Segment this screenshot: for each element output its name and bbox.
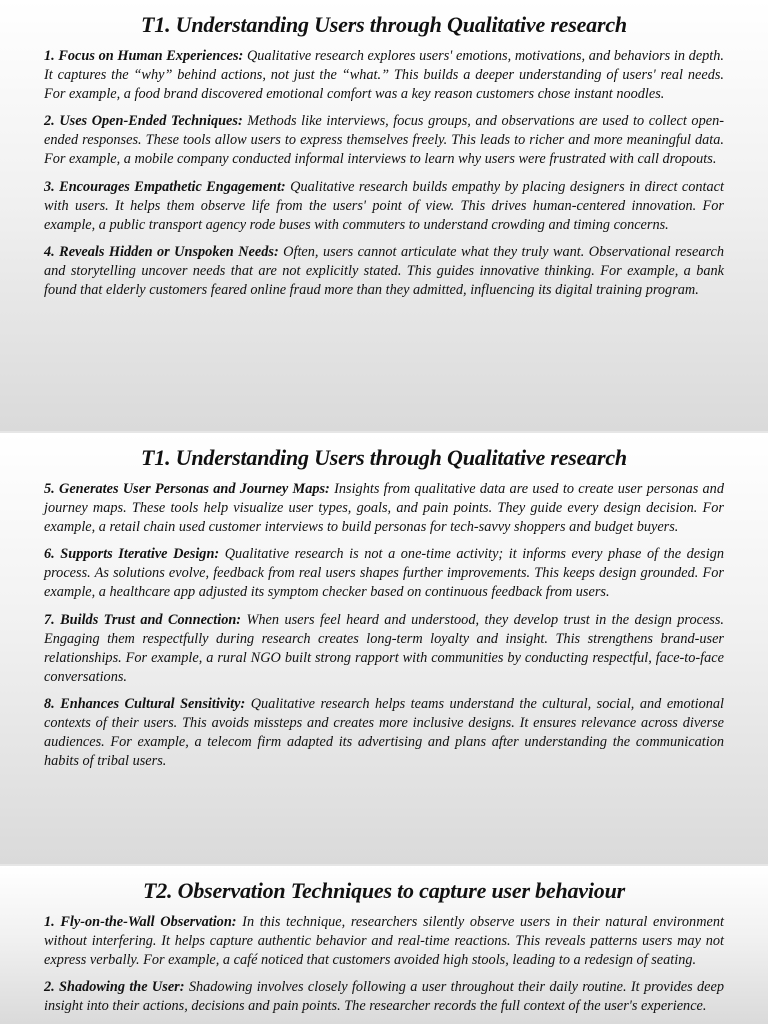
point-list bbox=[0, 477, 768, 771]
point-text: Shadowing involves closely following a user throughout their daily routine. It provides deep insight into their actions, decisions and pain points. The researcher records the full context of the user's experience. bbox=[44, 979, 724, 1015]
point-heading: 5. Generates User Personas and Journey Maps: bbox=[44, 481, 330, 497]
point-heading: 7. Builds Trust and Connection: bbox=[44, 611, 242, 628]
point-heading: 1. Fly-on-the-Wall Observation: bbox=[44, 914, 237, 930]
point-item bbox=[44, 913, 724, 970]
point-text: Qualitative research builds empathy by placing designers in direct contact with users. It helps them observe life from the users' point of view. This drives human-centered innovation. For example, a public transport agency rode buses with commuters to understand crowding and timing concerns. bbox=[44, 178, 724, 233]
slide-2 bbox=[0, 433, 768, 864]
point-list bbox=[0, 910, 768, 1016]
slide-title: T1. Understanding Users through Qualitative research bbox=[141, 445, 627, 470]
point-heading: 3. Encourages Empathetic Engagement: bbox=[44, 178, 286, 195]
point-item bbox=[44, 243, 724, 300]
point-text: Insights from qualitative data are used to create user personas and journey maps. These tools help visualize user types, goals, and pain points. They guide every design decision. For example, a retail chain used customer interviews to build personas for tech-savvy shoppers and budget buyers. bbox=[44, 481, 724, 536]
point-text: Methods like interviews, focus groups, and observations are used to collect open-ended responses. These tools allow users to express themselves freely. This leads to richer and more meaningful data. For example, a mobile company conducted informal interviews to learn why users were frustrated with call dropouts. bbox=[44, 113, 724, 168]
point-text: Often, users cannot articulate what they truly want. Observational research and storytelling uncover needs that are not explicitly stated. This guides innovative thinking. For example, a bank found that elderly customers feared online fraud more than they admitted, influencing its digital training program. bbox=[44, 243, 724, 299]
point-item bbox=[44, 611, 724, 687]
point-list bbox=[0, 44, 768, 300]
slide-title: T1. Understanding Users through Qualitative research bbox=[141, 12, 627, 37]
point-text: When users feel heard and understood, they develop trust in the design process. Engaging them respectfully during research creates long-term loyalty and insight. This strengthens brand-user relationships. For example, a rural NGO built strong rapport with communities by conducting respectful, face-to-face conversations. bbox=[44, 611, 725, 685]
point-heading: 4. Reveals Hidden or Unspoken Needs: bbox=[44, 243, 279, 260]
point-text: Qualitative research is not a one-time activity; it informs every phase of the design process. As solutions evolve, feedback from real users shapes further improvements. This keeps design grounded. For example, a healthcare app adjusted its symptom checker based on continuous feedback from users. bbox=[44, 546, 724, 601]
point-text: Qualitative research helps teams understand the cultural, social, and emotional contexts of their users. This avoids missteps and creates more inclusive designs. It ensures relevance across diverse audiences. For example, a telecom firm adapted its advertising and plans after understanding the communication habits of tribal users. bbox=[44, 695, 724, 770]
point-heading: 6. Supports Iterative Design: bbox=[44, 546, 220, 563]
point-item bbox=[44, 480, 724, 537]
point-item bbox=[44, 545, 724, 602]
point-text: Qualitative research explores users' emotions, motivations, and behaviors in depth. It captures the “why” behind actions, not just the “what.” This builds a deeper understanding of users' real needs. For example, a food brand discovered emotional comfort was a key reason customers chose instant noodles. bbox=[44, 48, 725, 103]
slide-1 bbox=[0, 0, 768, 431]
point-heading: 2. Uses Open-Ended Techniques: bbox=[44, 113, 243, 130]
point-item bbox=[44, 978, 724, 1016]
point-item bbox=[44, 112, 724, 169]
point-item bbox=[44, 178, 724, 235]
point-item bbox=[44, 695, 724, 771]
point-item bbox=[44, 47, 724, 104]
slide-3 bbox=[0, 866, 768, 1024]
point-heading: 1. Focus on Human Experiences: bbox=[44, 48, 244, 64]
point-heading: 8. Enhances Cultural Sensitivity: bbox=[44, 695, 246, 712]
slide-title: T2. Observation Techniques to capture user behaviour bbox=[143, 878, 625, 903]
point-heading: 2. Shadowing the User: bbox=[44, 979, 185, 996]
point-text: In this technique, researchers silently observe users in their natural environment without interfering. It helps capture authentic behavior and real-time reactions. This reveals patterns users may not express verbally. For example, a café noticed that customers avoided high stools, leading to a redesign of seating. bbox=[44, 914, 724, 969]
